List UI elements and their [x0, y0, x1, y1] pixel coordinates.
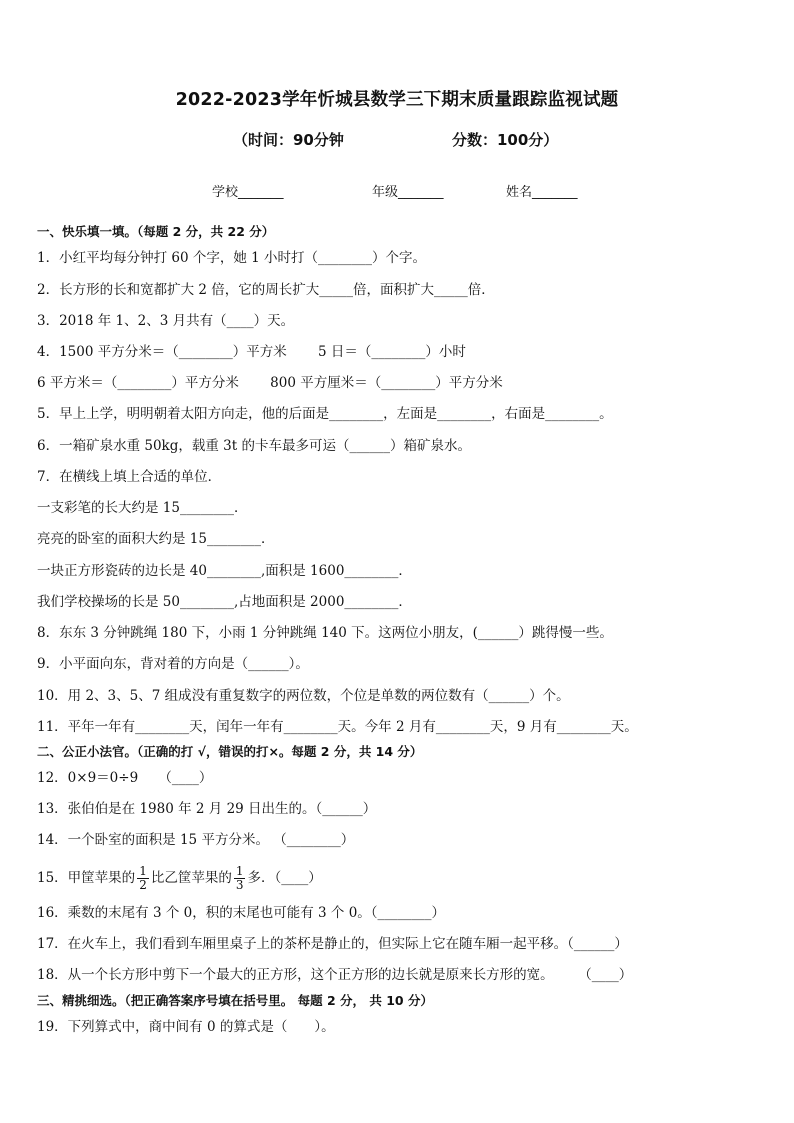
question-2: 2．长方形的长和宽都扩大 2 倍，它的周长扩大_____倍，面积扩大_____倍．	[37, 282, 495, 298]
question-7: 7．在横线上填上合适的单位．	[37, 469, 222, 485]
question-14: 14．一个卧室的面积是 15 平方分米。 （________）	[37, 832, 355, 848]
question-1: 1．小红平均每分钟打 60 个字，她 1 小时打（________）个字。	[37, 250, 427, 266]
fraction-one-half	[137, 865, 149, 892]
question-13: 13．张伯伯是在 1980 年 2 月 29 日出生的。（______）	[37, 801, 377, 817]
question-3: 3．2018 年 1、2、3 月共有（____）天。	[37, 313, 295, 329]
question-7c: 一块正方形瓷砖的边长是 40________,面积是 1600________．	[37, 563, 412, 579]
question-4a: 4．1500 平方分米＝（________）平方米 5 日＝（________）小时	[37, 344, 466, 360]
question-9: 9．小平面向东，背对着的方向是（______）。	[37, 656, 309, 672]
question-8: 8．东东 3 分钟跳绳 180 下，小雨 1 分钟跳绳 140 下。这两位小朋友，(______）跳得慢一些。	[37, 625, 613, 641]
question-15-text-b: 比乙筐苹果的	[150, 870, 232, 886]
question-7d: 我们学校操场的长是 50________,占地面积是 2000________．	[37, 594, 412, 610]
question-15	[37, 858, 322, 898]
name-field: 姓名_______	[506, 185, 578, 200]
section-1-heading: 一、快乐填一填。（每题 2 分，共 22 分）	[37, 224, 275, 239]
fraction-denominator: 2	[139, 878, 147, 892]
fraction-numerator: 1	[139, 864, 147, 878]
fraction-one-third	[234, 865, 246, 892]
question-16: 16．乘数的末尾有 3 个 0，积的末尾也可能有 3 个 0。（________）	[37, 905, 446, 921]
exam-score: 分数：100分）	[452, 131, 559, 149]
question-4b: 6 平方米＝（________）平方分米 800 平方厘米＝（________）平方分米	[37, 375, 503, 391]
question-15-text-c: 多．（____）	[247, 870, 322, 886]
question-17: 17．在火车上，我们看到车厢里桌子上的茶杯是静止的，但实际上它在随车厢一起平移。（______）	[37, 936, 628, 952]
exam-time: （时间：90分钟	[233, 131, 344, 149]
question-18: 18．从一个长方形中剪下一个最大的正方形，这个正方形的边长就是原来长方形的宽。 （____）	[37, 967, 633, 983]
question-15-text-a: 15．甲筐苹果的	[37, 870, 136, 886]
question-11: 11．平年一年有________天，闰年一年有________天。今年 2 月有________天，9 月有________天。	[37, 719, 638, 735]
fraction-numerator: 1	[235, 864, 244, 878]
school-field: 学校_______	[212, 185, 284, 200]
question-5: 5．早上上学，明明朝着太阳方向走，他的后面是________，左面是________，右面是________。	[37, 406, 613, 422]
section-3-heading: 三、精挑细选。（把正确答案序号填在括号里。 每题 2 分， 共 10 分）	[37, 993, 433, 1008]
question-6: 6．一箱矿泉水重 50kg，载重 3t 的卡车最多可运（______）箱矿泉水。	[37, 438, 471, 454]
question-7a: 一支彩笔的长大约是 15________．	[37, 500, 248, 516]
exam-title: 2022-2023学年忻城县数学三下期末质量跟踪监视试题	[175, 90, 619, 110]
question-12: 12．0×9＝0÷9 （____）	[37, 770, 213, 786]
fraction-denominator: 3	[235, 878, 244, 892]
question-10: 10．用 2、3、5、7 组成没有重复数字的两位数，个位是单数的两位数有（______）个。	[37, 688, 570, 704]
grade-field: 年级_______	[372, 185, 444, 200]
section-2-heading: 二、公正小法官。（正确的打 √，错误的打×。每题 2 分，共 14 分）	[37, 744, 423, 759]
question-7b: 亮亮的卧室的面积大约是 15________．	[37, 531, 275, 547]
question-19: 19．下列算式中，商中间有 0 的算式是（ ）。	[37, 1019, 335, 1035]
